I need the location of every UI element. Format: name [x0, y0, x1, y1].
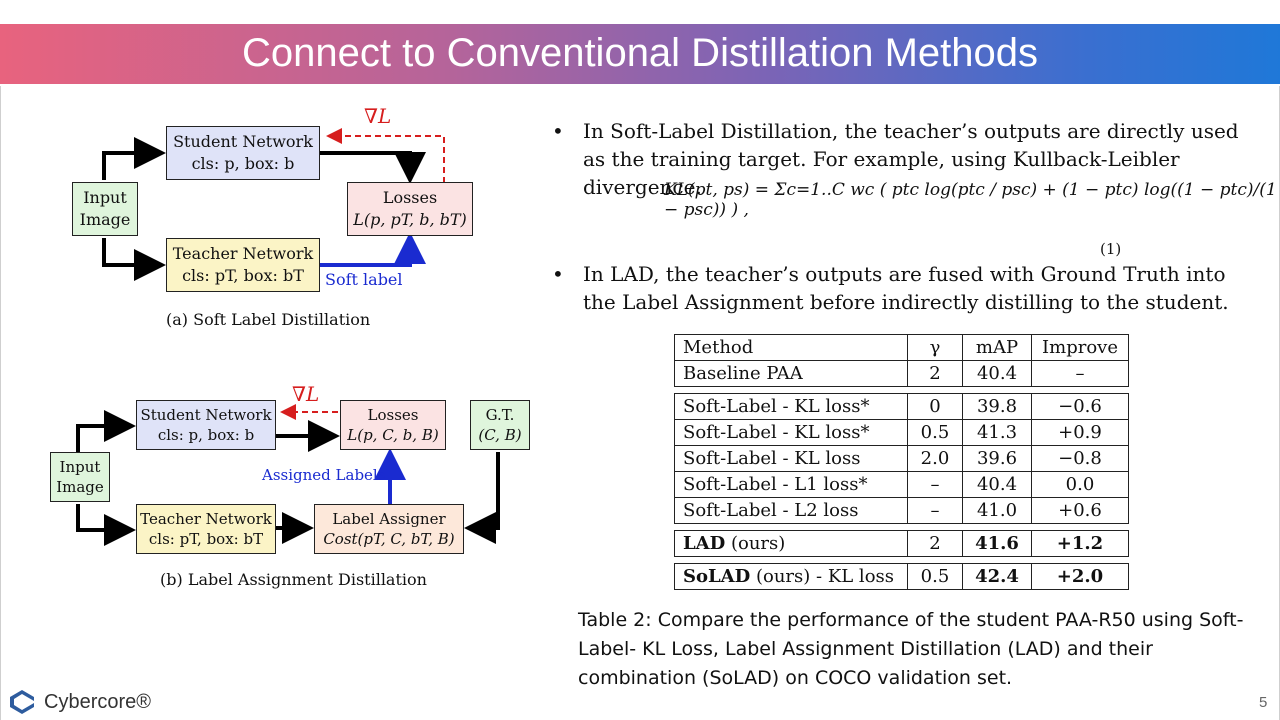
table-row: [675, 420, 1129, 446]
cell-map: 40.4: [963, 361, 1032, 387]
cell-method: [675, 564, 908, 590]
cell-method: Soft-Label - KL loss: [675, 446, 908, 472]
table-row: [675, 498, 1129, 524]
teacher-network-box-a: [166, 238, 320, 292]
cell-method: Soft-Label - L1 loss*: [675, 472, 908, 498]
cell-gamma: –: [908, 472, 963, 498]
gt-box: [470, 400, 530, 450]
cybercore-logo-icon: [8, 688, 38, 716]
caption-a: (a) Soft Label Distillation: [166, 310, 371, 329]
input-image-box-a: [72, 182, 138, 236]
cell-improve: +0.6: [1032, 498, 1129, 524]
cell-map: 41.3: [963, 420, 1032, 446]
teacher-network-label: Teacher Network: [172, 244, 314, 263]
bullet-dot: •: [552, 119, 564, 143]
input-label: Input: [83, 188, 127, 207]
cell-method: Baseline PAA: [675, 361, 908, 387]
lad-suffix: (ours): [725, 533, 786, 554]
image-label: Image: [79, 210, 131, 229]
cell-method: [675, 531, 908, 557]
losses-label: Losses: [382, 188, 438, 207]
teacher-network-box-b: [136, 504, 276, 554]
kl-formula: KL(pt, ps) = Σc=1..C wc ( ptc log(ptc / psc) + (1 − ptc) log((1 − ptc)/(1 − psc)) ) ,: [664, 180, 1277, 220]
arrow-input-to-teacher: [104, 238, 158, 265]
teacher-network-outputs: cls: pT, box: bT: [148, 530, 264, 548]
cell-gamma: 2.0: [908, 446, 963, 472]
cell-gamma: 0: [908, 394, 963, 420]
assigned-labels-text: Assigned Labels: [262, 466, 386, 484]
table-row-solad: [675, 564, 1129, 590]
header-method: Method: [675, 335, 908, 361]
page-number: 5: [1259, 694, 1268, 711]
cell-method: Soft-Label - KL loss*: [675, 420, 908, 446]
arrow-input-to-teacher-b: [78, 504, 128, 530]
cell-map: 40.4: [963, 472, 1032, 498]
arrow-soft-label: [318, 240, 410, 265]
header-improve: Improve: [1032, 335, 1129, 361]
cell-gamma: 2: [908, 531, 963, 557]
header-map: mAP: [963, 335, 1032, 361]
losses-formula: L(p, C, b, B): [347, 426, 439, 444]
cell-map: 39.6: [963, 446, 1032, 472]
cell-method: Soft-Label - KL loss*: [675, 394, 908, 420]
student-network-outputs: cls: p, box: b: [157, 426, 255, 444]
solad-suffix: (ours) - KL loss: [750, 566, 895, 587]
arrow-input-to-student-b: [78, 426, 128, 452]
label-assigner-label: Label Assigner: [332, 510, 446, 528]
student-network-label: Student Network: [140, 406, 272, 424]
header-gamma: γ: [908, 335, 963, 361]
cell-improve: +0.9: [1032, 420, 1129, 446]
losses-box-b: [340, 400, 446, 450]
cell-improve: −0.6: [1032, 394, 1129, 420]
table-row: [675, 361, 1129, 387]
cell-gamma: 2: [908, 361, 963, 387]
cell-gamma: 0.5: [908, 564, 963, 590]
bullet-dot: •: [552, 262, 564, 286]
teacher-network-label: Teacher Network: [140, 510, 272, 528]
table-gap: [675, 557, 1129, 564]
arrow-gradient-a: [330, 136, 444, 183]
lad-name: LAD: [683, 533, 726, 554]
table-caption: Table 2: Compare the performance of the student PAA-R50 using Soft-Label- KL Loss, Label Assignment Distillation (LAD) and their combination (SoLAD) on COCO validation set.: [578, 609, 1244, 689]
cell-map: 41.6: [963, 531, 1032, 557]
cell-improve: –: [1032, 361, 1129, 387]
teacher-network-outputs: cls: pT, box: bT: [182, 266, 304, 285]
label-assigner-cost: Cost(pT, C, bT, B): [323, 530, 455, 548]
input-label: Input: [59, 458, 101, 476]
slide-title: Connect to Conventional Distillation Methods: [242, 31, 1038, 75]
cell-map: 42.4: [963, 564, 1032, 590]
solad-name: SoLAD: [683, 566, 751, 587]
cell-method: Soft-Label - L2 loss: [675, 498, 908, 524]
bullet-text: In Soft-Label Distillation, the teacher’s outputs are directly used as the training target. For example, using Kullback-Leibler divergence.: [583, 119, 1239, 199]
arrow-student-to-losses: [320, 153, 410, 176]
cell-map: 41.0: [963, 498, 1032, 524]
cell-improve: +1.2: [1032, 531, 1129, 557]
losses-formula: L(p, pT, b, bT): [353, 210, 467, 229]
caption-b: (b) Label Assignment Distillation: [160, 570, 427, 589]
student-network-outputs: cls: p, box: b: [191, 154, 295, 173]
student-network-box-a: [166, 126, 320, 180]
image-label: Image: [56, 478, 104, 496]
soft-label-text: Soft label: [325, 270, 403, 289]
cell-improve: −0.8: [1032, 446, 1129, 472]
equation-number: (1): [1100, 240, 1122, 258]
cell-map: 39.8: [963, 394, 1032, 420]
table-gap: [675, 524, 1129, 531]
gt-values: (C, B): [478, 426, 522, 444]
input-image-box-b: [50, 452, 110, 502]
student-network-label: Student Network: [173, 132, 313, 151]
label-assigner-box: [314, 504, 464, 554]
gradient-label-b: ∇L: [292, 382, 320, 406]
student-network-box-b: [136, 400, 276, 450]
table-row: [675, 446, 1129, 472]
table-gap: [675, 387, 1129, 394]
table-row: [675, 472, 1129, 498]
losses-box-a: [347, 182, 473, 236]
table-row: [675, 394, 1129, 420]
cell-improve: +2.0: [1032, 564, 1129, 590]
gt-label: G.T.: [485, 406, 515, 424]
arrow-gt-to-assigner: [472, 452, 498, 528]
cell-gamma: 0.5: [908, 420, 963, 446]
gradient-label-a: ∇L: [364, 104, 392, 128]
cell-improve: 0.0: [1032, 472, 1129, 498]
logo-text: Cybercore®: [44, 691, 151, 713]
results-table: [674, 334, 1129, 590]
arrow-input-to-student: [104, 153, 158, 180]
table-header-row: [675, 335, 1129, 361]
bullet-text: In LAD, the teacher’s outputs are fused with Ground Truth into the Label Assignment before indirectly distilling to the student.: [583, 262, 1229, 314]
losses-label: Losses: [367, 406, 419, 424]
table-row-lad: [675, 531, 1129, 557]
cell-gamma: –: [908, 498, 963, 524]
